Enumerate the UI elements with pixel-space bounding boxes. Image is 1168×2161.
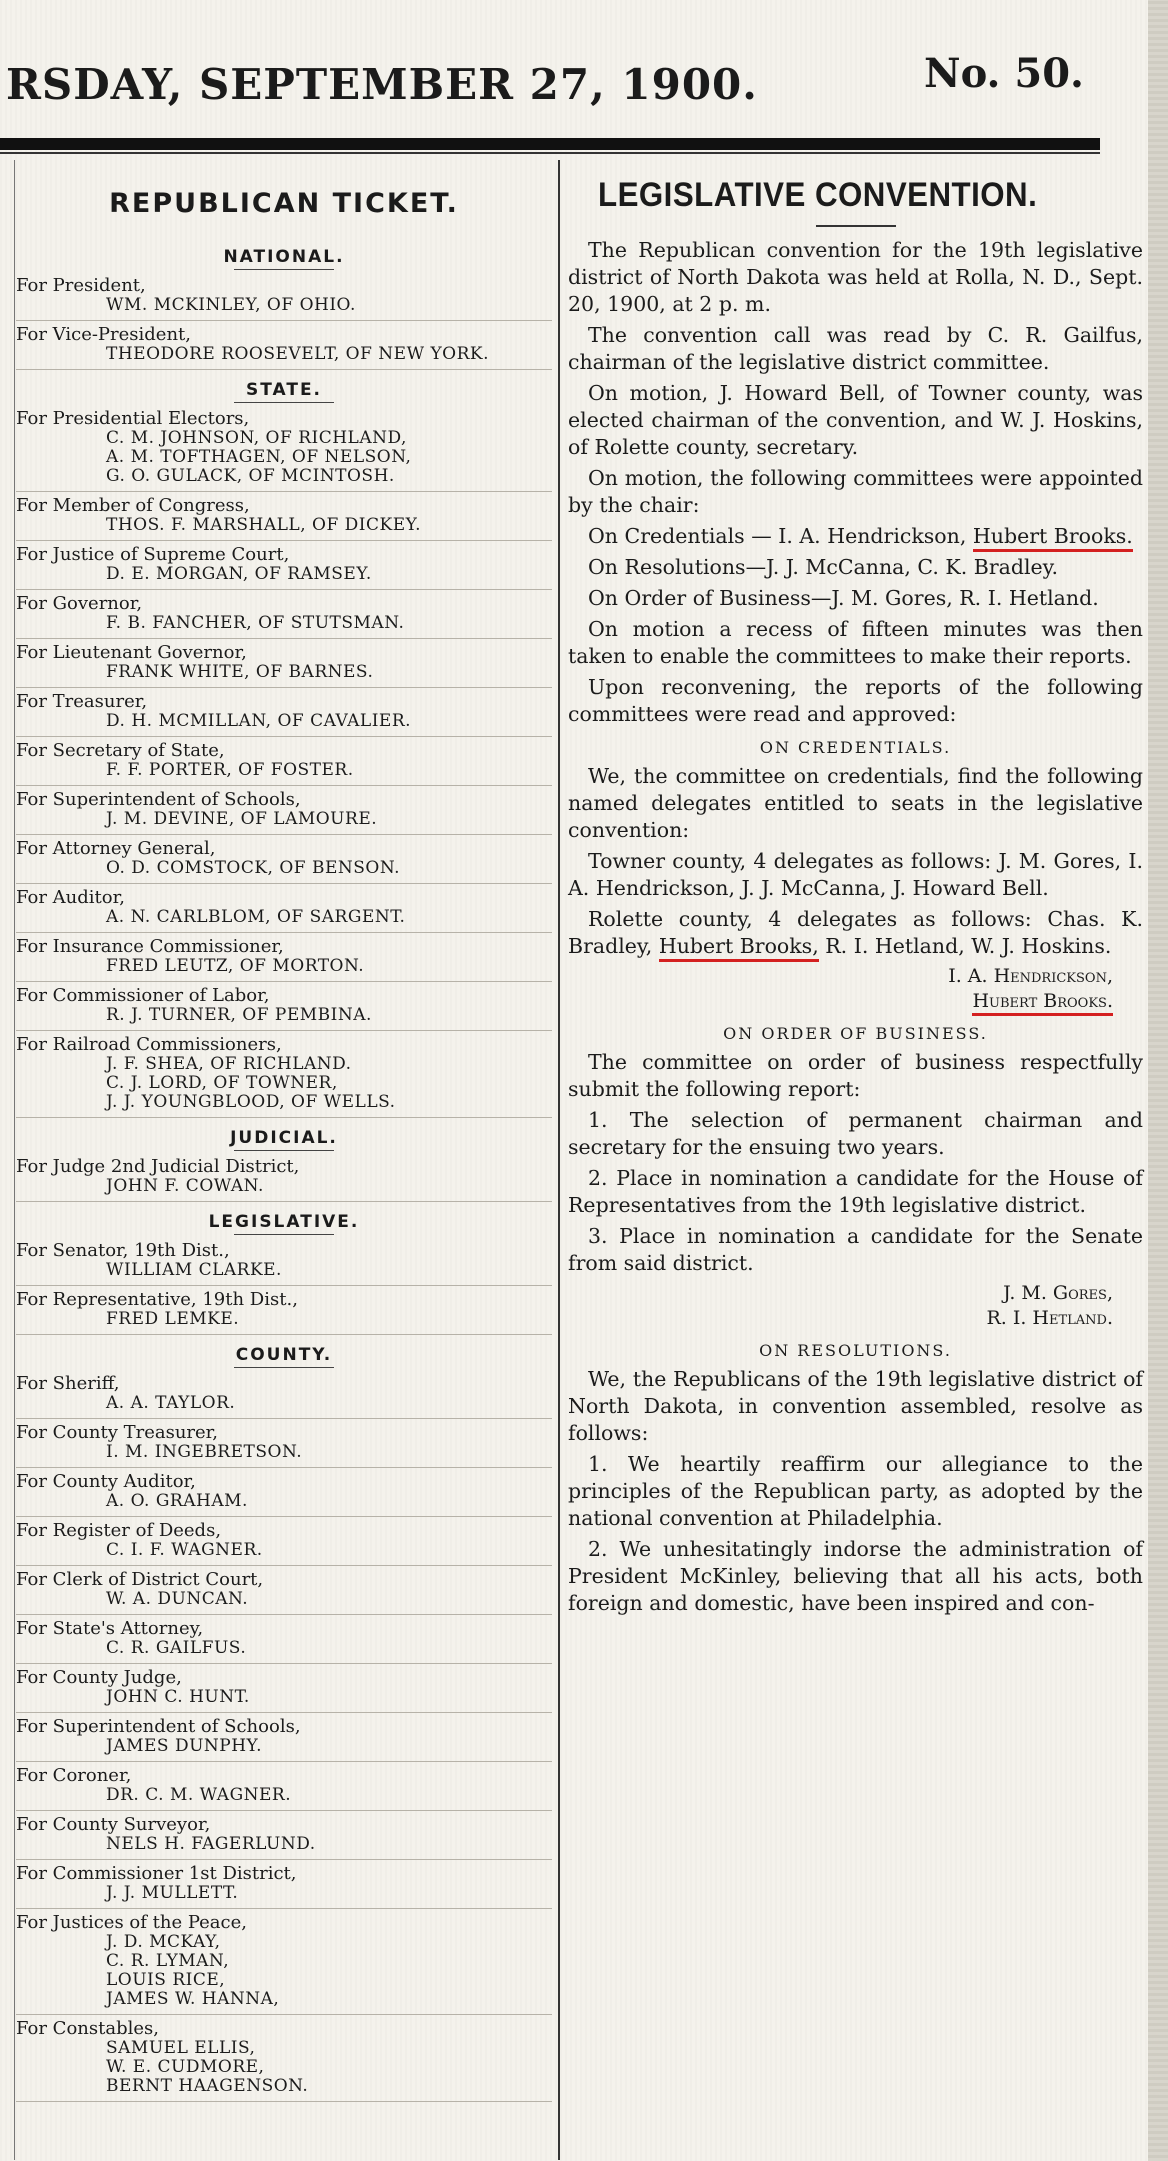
ticket-section-heading: STATE. <box>245 380 323 400</box>
ticket-entry <box>16 590 552 639</box>
ticket-entry <box>16 835 552 884</box>
ticket-section-heading: NATIONAL. <box>223 247 345 267</box>
article-paragraph: The Republican convention for the 19th legislative district of North Dakota was held at Rolla, N. D., Sept. 20, 1900, at 2 p. m. <box>568 238 1143 316</box>
signature-line: J. M. Gores, <box>1003 1282 1113 1304</box>
article-paragraph: On motion, the following committees were appointed by the chair: <box>568 466 1143 517</box>
office-label: For Register of Deeds, <box>16 1520 222 1541</box>
article-paragraph: 1. The selection of permanent chairman and secretary for the ensuing two years. <box>568 1108 1143 1159</box>
office-label: For County Surveyor, <box>16 1814 211 1835</box>
issue-date: RSDAY, SEPTEMBER 27, 1900. <box>6 60 758 109</box>
article-paragraph: 1. We heartily reaffirm our allegiance to the principles of the Republican party, as adopted by the national convention at Philadelphia. <box>568 1452 1143 1530</box>
rolette-delegates <box>568 906 1143 960</box>
ticket-entry <box>16 688 552 737</box>
masthead-rule-thin <box>0 152 1100 154</box>
subhead-order: ON ORDER OF BUSINESS. <box>723 1024 988 1043</box>
article-paragraph: 2. We unhesitatingly indorse the administration of President McKinley, believing that all his acts, both foreign and domestic, have been inspired and con- <box>568 1537 1143 1615</box>
ticket-entry <box>16 1615 552 1664</box>
section-rule <box>234 402 334 403</box>
section-rule <box>234 1150 334 1151</box>
article-paragraph: On Order of Business—J. M. Gores, R. I. Hetland. <box>588 586 1099 610</box>
candidate-name: FRED LEMKE. <box>106 1309 240 1329</box>
office-label: For County Treasurer, <box>16 1422 219 1443</box>
ticket-entry <box>16 1517 552 1566</box>
ticket-entry <box>16 1566 552 1615</box>
office-label: For Judge 2nd Judicial District, <box>16 1156 300 1177</box>
candidate-name: WM. MCKINLEY, OF OHIO. <box>106 295 356 315</box>
office-label: For Coroner, <box>16 1765 132 1786</box>
office-label: For Secretary of State, <box>16 740 225 761</box>
candidate-name: J. D. MCKAY, <box>106 1932 221 1952</box>
section-rule <box>234 1234 334 1235</box>
article-paragraph: 3. Place in nomination a candidate for the Senate from said district. <box>568 1224 1143 1275</box>
candidate-name: FRANK WHITE, OF BARNES. <box>106 662 374 682</box>
candidate-name: C. R. GAILFUS. <box>106 1638 247 1658</box>
ticket-entry <box>16 2015 552 2102</box>
candidate-name: G. O. GULACK, OF MCINTOSH. <box>106 466 395 486</box>
ticket-section-heading: LEGISLATIVE. <box>208 1212 360 1232</box>
ticket-entry <box>16 1860 552 1909</box>
ticket-entry <box>16 1811 552 1860</box>
ticket-entry <box>16 1419 552 1468</box>
article-paragraph: The convention call was read by C. R. Gailfus, chairman of the legislative district committee. <box>568 323 1143 374</box>
ticket-entry <box>16 1762 552 1811</box>
candidate-name: A. O. GRAHAM. <box>106 1491 248 1511</box>
candidate-name: NELS H. FAGERLUND. <box>106 1834 316 1854</box>
ticket-entry <box>16 1909 552 2015</box>
office-label: For State's Attorney, <box>16 1618 204 1639</box>
candidate-name: DR. C. M. WAGNER. <box>106 1785 292 1805</box>
office-label: For Representative, 19th Dist., <box>16 1289 298 1310</box>
office-label: For Commissioner 1st District, <box>16 1863 297 1884</box>
ticket-entry <box>16 737 552 786</box>
ticket-entry <box>16 1370 552 1419</box>
candidate-name: JAMES W. HANNA, <box>106 1989 280 2009</box>
candidate-name: O. D. COMSTOCK, OF BENSON. <box>106 858 401 878</box>
ticket-sections <box>16 247 552 2102</box>
candidate-name: LOUIS RICE, <box>106 1970 226 1990</box>
office-label: For Justice of Supreme Court, <box>16 544 290 565</box>
ticket-entry <box>16 1153 552 1202</box>
candidate-name: F. B. FANCHER, OF STUTSMAN. <box>106 613 405 633</box>
signature-line: I. A. Hendrickson, <box>948 965 1113 987</box>
office-label: For Commissioner of Labor, <box>16 985 270 1006</box>
article-paragraph: On motion, J. Howard Bell, of Towner county, was elected chairman of the convention, and W. J. Hoskins, of Rolette county, secretary. <box>568 381 1143 459</box>
office-label: For Lieutenant Governor, <box>16 642 247 663</box>
candidate-name: JOHN F. COWAN. <box>106 1176 264 1196</box>
office-label: For Auditor, <box>16 887 125 908</box>
candidate-name: D. E. MORGAN, OF RAMSEY. <box>106 564 372 584</box>
article-paragraph: The committee on order of business respectfully submit the following report: <box>568 1050 1143 1101</box>
office-label: For Justices of the Peace, <box>16 1912 247 1933</box>
candidate-name: SAMUEL ELLIS, <box>106 2038 256 2058</box>
ticket-entry <box>16 541 552 590</box>
article-paragraph: We, the committee on credentials, find the following named delegates entitled to seats in the legislative convention: <box>568 764 1143 842</box>
credentials-committee <box>568 523 1143 550</box>
article-paragraph: Towner county, 4 delegates as follows: J. M. Gores, I. A. Hendrickson, J. J. McCanna, J. Howard Bell. <box>568 849 1143 900</box>
candidate-name: A. A. TAYLOR. <box>106 1393 236 1413</box>
credentials-members: On Credentials — I. A. Hendrickson, <box>588 524 967 548</box>
office-label: For County Judge, <box>16 1667 182 1688</box>
office-label: For Insurance Commissioner, <box>16 936 284 957</box>
signature-block <box>568 964 1143 1014</box>
ticket-entry <box>16 982 552 1031</box>
ticket-entry <box>16 1031 552 1118</box>
underlined-name: Hubert Brooks. <box>973 524 1133 552</box>
candidate-name: FRED LEUTZ, OF MORTON. <box>106 956 365 976</box>
subhead-resolutions: ON RESOLUTIONS. <box>759 1341 952 1360</box>
subhead-credentials: ON CREDENTIALS. <box>759 738 952 757</box>
office-label: For Superintendent of Schools, <box>16 789 301 810</box>
ticket-entry <box>16 1468 552 1517</box>
candidate-name: R. J. TURNER, OF PEMBINA. <box>106 1005 372 1025</box>
legislative-convention-column <box>568 170 1143 1621</box>
candidate-name: W. A. DUNCAN. <box>106 1589 249 1609</box>
signature-line: R. I. Hetland. <box>986 1307 1113 1329</box>
ticket-entry <box>16 1664 552 1713</box>
section-rule <box>234 1367 334 1368</box>
candidate-name: J. J. MULLETT. <box>106 1883 239 1903</box>
republican-ticket-column <box>16 170 552 2102</box>
ticket-entry <box>16 405 552 492</box>
ticket-entry <box>16 1286 552 1335</box>
article-paragraph: We, the Republicans of the 19th legislative district of North Dakota, in convention assembled, resolve as follows: <box>568 1367 1143 1445</box>
candidate-name: J. M. DEVINE, OF LAMOURE. <box>106 809 378 829</box>
office-label: For Clerk of District Court, <box>16 1569 264 1590</box>
ticket-entry <box>16 639 552 688</box>
ticket-entry <box>16 1713 552 1762</box>
ticket-entry <box>16 884 552 933</box>
ticket-title: REPUBLICAN TICKET. <box>109 188 459 219</box>
underlined-name: Hubert Brooks, <box>659 934 819 962</box>
issue-number: No. 50. <box>924 50 1084 97</box>
office-label: For Presidential Electors, <box>16 408 250 429</box>
ticket-entry <box>16 933 552 982</box>
delegates-text: Rolette county, 4 delegates as follows: Chas. K. Bradley, <box>568 907 1143 958</box>
candidate-name: JOHN C. HUNT. <box>106 1687 250 1707</box>
office-label: For Attorney General, <box>16 838 216 859</box>
candidate-name: BERNT HAAGENSON. <box>106 2076 309 2096</box>
candidate-name: WILLIAM CLARKE. <box>106 1260 282 1280</box>
candidate-name: JAMES DUNPHY. <box>106 1736 262 1756</box>
title-rule <box>816 225 896 227</box>
office-label: For County Auditor, <box>16 1471 196 1492</box>
article-paragraph: On motion a recess of fifteen minutes was then taken to enable the committees to make their reports. <box>568 617 1143 668</box>
candidate-name: F. F. PORTER, OF FOSTER. <box>106 760 354 780</box>
candidate-name: D. H. MCMILLAN, OF CAVALIER. <box>106 711 412 731</box>
article-title: LEGISLATIVE CONVENTION. <box>598 176 1038 214</box>
left-margin-rule <box>14 160 15 2160</box>
masthead <box>0 0 1148 150</box>
candidate-name: C. M. JOHNSON, OF RICHLAND, <box>106 428 407 448</box>
ticket-entry <box>16 272 552 321</box>
delegates-text: R. I. Hetland, W. J. Hoskins. <box>825 934 1112 958</box>
candidate-name: W. E. CUDMORE, <box>106 2057 265 2077</box>
signature-block <box>568 1281 1143 1331</box>
column-divider <box>558 160 560 2160</box>
candidate-name: J. J. YOUNGBLOOD, OF WELLS. <box>106 1092 396 1112</box>
office-label: For Senator, 19th Dist., <box>16 1240 230 1261</box>
candidate-name: J. F. SHEA, OF RICHLAND. <box>106 1054 352 1074</box>
office-label: For Constables, <box>16 2018 159 2039</box>
article-paragraph: On Resolutions—J. J. McCanna, C. K. Bradley. <box>588 555 1059 579</box>
candidate-name: THOS. F. MARSHALL, OF DICKEY. <box>106 515 422 535</box>
ticket-section-heading: COUNTY. <box>235 1345 333 1365</box>
office-label: For Governor, <box>16 593 143 614</box>
office-label: For Sheriff, <box>16 1373 120 1394</box>
article-paragraph: Upon reconvening, the reports of the following committees were read and approved: <box>568 675 1143 726</box>
candidate-name: I. M. INGEBRETSON. <box>106 1442 303 1462</box>
ticket-section-heading: JUDICIAL. <box>230 1128 338 1148</box>
ticket-entry <box>16 786 552 835</box>
candidate-name: C. J. LORD, OF TOWNER, <box>106 1073 338 1093</box>
office-label: For Treasurer, <box>16 691 148 712</box>
ticket-entry <box>16 492 552 541</box>
candidate-name: C. R. LYMAN, <box>106 1951 230 1971</box>
section-rule <box>234 269 334 270</box>
office-label: For Vice-President, <box>16 324 192 345</box>
office-label: For Superintendent of Schools, <box>16 1716 301 1737</box>
article-paragraph: 2. Place in nomination a candidate for the House of Representatives from the 19th legislative district. <box>568 1166 1143 1217</box>
candidate-name: C. I. F. WAGNER. <box>106 1540 263 1560</box>
candidate-name: THEODORE ROOSEVELT, OF NEW YORK. <box>106 344 490 364</box>
candidate-name: A. M. TOFTHAGEN, OF NELSON, <box>106 447 412 467</box>
masthead-rule <box>0 138 1100 150</box>
ticket-entry <box>16 321 552 370</box>
underlined-signature: Hubert Brooks. <box>972 990 1113 1016</box>
ticket-entry <box>16 1237 552 1286</box>
page-edge <box>1148 0 1168 2161</box>
office-label: For President, <box>16 275 146 296</box>
office-label: For Railroad Commissioners, <box>16 1034 282 1055</box>
candidate-name: A. N. CARLBLOM, OF SARGENT. <box>106 907 406 927</box>
office-label: For Member of Congress, <box>16 495 250 516</box>
